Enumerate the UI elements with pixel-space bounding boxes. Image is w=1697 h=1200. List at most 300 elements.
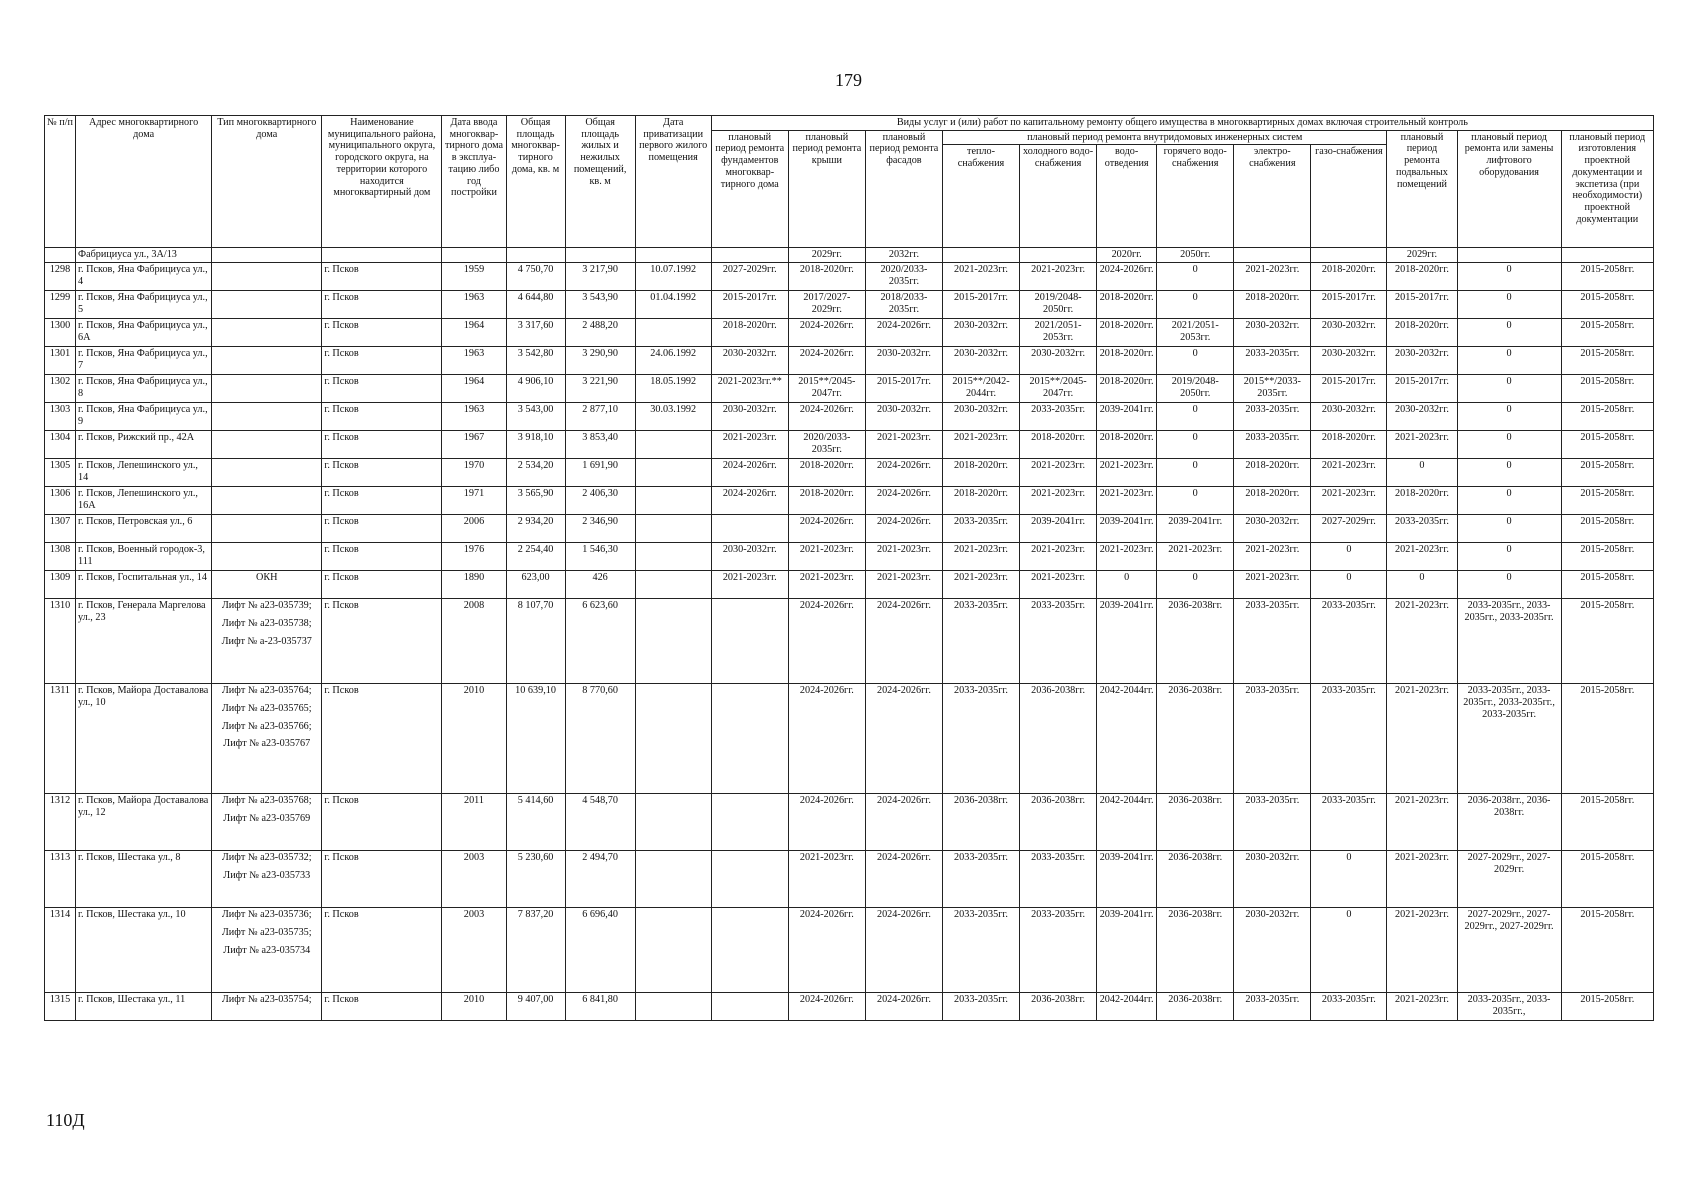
row-facade: 2024-2026гг. xyxy=(865,599,942,684)
row-facade: 2021-2023гг. xyxy=(865,543,942,571)
row-basement: 2018-2020гг. xyxy=(1387,319,1457,347)
row-address: г. Псков, Шестака ул., 8 xyxy=(76,851,212,908)
header-gas: газо-снабжения xyxy=(1311,145,1387,248)
lift-entry: Лифт № а23-035736; xyxy=(221,909,312,921)
row-facade: 2024-2026гг. xyxy=(865,993,942,1021)
row-num: 1315 xyxy=(45,993,76,1021)
header-basement: плановый период ремонта подвальных помещений xyxy=(1387,130,1457,248)
row-lift: 0 xyxy=(1457,431,1561,459)
row-municipality: г. Псков xyxy=(322,571,442,599)
row-total-area: 623,00 xyxy=(506,571,565,599)
header-municipality: Наименование муниципального района, муниципального округа, городского округа, на территории которого находится многоквартирный дом xyxy=(322,116,442,248)
row-cold-water: 2033-2035гг. xyxy=(1020,851,1097,908)
row-address: г. Псков, Яна Фабрициуса ул., 4 xyxy=(76,263,212,291)
row-electric: 2033-2035гг. xyxy=(1234,347,1311,375)
row-roof: 2024-2026гг. xyxy=(788,319,865,347)
row-privatization xyxy=(635,794,711,851)
row-type xyxy=(212,375,322,403)
row-facade: 2024-2026гг. xyxy=(865,684,942,794)
row-cold-water: 2033-2035гг. xyxy=(1020,908,1097,993)
row-num: 1299 xyxy=(45,291,76,319)
row-gas: 0 xyxy=(1311,571,1387,599)
row-type xyxy=(212,851,322,908)
row-hot-water: 2021-2023гг. xyxy=(1157,543,1234,571)
row-total-area: 5 230,60 xyxy=(506,851,565,908)
row-living-area: 3 217,90 xyxy=(565,263,635,291)
row-foundation xyxy=(711,908,788,993)
row-type xyxy=(212,403,322,431)
row-sewer: 2042-2044гг. xyxy=(1097,794,1157,851)
row-foundation: 2024-2026гг. xyxy=(711,459,788,487)
row-municipality: г. Псков xyxy=(322,263,442,291)
row-hot-water: 0 xyxy=(1157,487,1234,515)
row-foundation: 2015-2017гг. xyxy=(711,291,788,319)
header-design: плановый период изготовления проектной документации и экспетиза (при необходимости) проектной документации xyxy=(1561,130,1653,248)
row-sewer: 0 xyxy=(1097,571,1157,599)
row-total-area: 8 107,70 xyxy=(506,599,565,684)
row-cold-water: 2033-2035гг. xyxy=(1020,599,1097,684)
row-privatization xyxy=(635,515,711,543)
row-heat: 2021-2023гг. xyxy=(942,571,1019,599)
row-basement: 2015-2017гг. xyxy=(1387,291,1457,319)
row-foundation xyxy=(711,515,788,543)
row-hot-water: 2036-2038гг. xyxy=(1157,908,1234,993)
row-sewer: 2039-2041гг. xyxy=(1097,515,1157,543)
row-municipality: г. Псков xyxy=(322,347,442,375)
row-living-area: 3 543,90 xyxy=(565,291,635,319)
row-foundation: 2021-2023гг.** xyxy=(711,375,788,403)
row-roof: 2024-2026гг. xyxy=(788,794,865,851)
row-foundation: 2030-2032гг. xyxy=(711,543,788,571)
row-living-area: 2 406,30 xyxy=(565,487,635,515)
row-basement: 2033-2035гг. xyxy=(1387,515,1457,543)
row-design: 2015-2058гг. xyxy=(1561,794,1653,851)
row-foundation: 2018-2020гг. xyxy=(711,319,788,347)
row-gas: 2030-2032гг. xyxy=(1311,319,1387,347)
row-sewer: 2039-2041гг. xyxy=(1097,599,1157,684)
row-design: 2015-2058гг. xyxy=(1561,851,1653,908)
row-num: 1306 xyxy=(45,487,76,515)
row-lift: 2033-2035гг., 2033-2035гг., xyxy=(1457,993,1561,1021)
row-roof: 2024-2026гг. xyxy=(788,599,865,684)
row-gas: 0 xyxy=(1311,543,1387,571)
row-year: 2010 xyxy=(442,684,506,794)
table-row xyxy=(45,291,1654,319)
row-living-area: 6 696,40 xyxy=(565,908,635,993)
row-municipality: г. Псков xyxy=(322,851,442,908)
row-type xyxy=(212,263,322,291)
row-design: 2015-2058гг. xyxy=(1561,993,1653,1021)
row-gas: 2018-2020гг. xyxy=(1311,431,1387,459)
row-facade: 2024-2026гг. xyxy=(865,794,942,851)
row-address: г. Псков, Майора Доставалова ул., 10 xyxy=(76,684,212,794)
row-electric: 2021-2023гг. xyxy=(1234,543,1311,571)
header-privatization: Дата приватизации первого жилого помещения xyxy=(635,116,711,248)
row-privatization xyxy=(635,993,711,1021)
row-gas: 2030-2032гг. xyxy=(1311,347,1387,375)
row-electric: 2018-2020гг. xyxy=(1234,487,1311,515)
row-electric: 2030-2032гг. xyxy=(1234,908,1311,993)
lift-entry: Лифт № а23-035764; xyxy=(221,685,312,697)
row-living-area: 1 546,30 xyxy=(565,543,635,571)
row-num: 1305 xyxy=(45,459,76,487)
row-lift: 0 xyxy=(1457,571,1561,599)
row-living-area: 8 770,60 xyxy=(565,684,635,794)
row-cold-water: 2021-2023гг. xyxy=(1020,459,1097,487)
row-sewer: 2024-2026гг. xyxy=(1097,263,1157,291)
row-municipality: г. Псков xyxy=(322,403,442,431)
row-heat: 2018-2020гг. xyxy=(942,487,1019,515)
row-gas: 2015-2017гг. xyxy=(1311,375,1387,403)
row-type xyxy=(212,794,322,851)
row-living-area: 1 691,90 xyxy=(565,459,635,487)
row-sewer: 2018-2020гг. xyxy=(1097,431,1157,459)
row-address: г. Псков, Яна Фабрициуса ул., 7 xyxy=(76,347,212,375)
row-type xyxy=(212,487,322,515)
table-row xyxy=(45,993,1654,1021)
row-cold-water: 2030-2032гг. xyxy=(1020,347,1097,375)
row-year: 2010 xyxy=(442,993,506,1021)
row-cold-water: 2019/2048-2050гг. xyxy=(1020,291,1097,319)
lift-entry: Лифт № а23-035767 xyxy=(223,738,311,750)
row-design: 2015-2058гг. xyxy=(1561,375,1653,403)
row-roof: 2018-2020гг. xyxy=(788,263,865,291)
table-row xyxy=(45,571,1654,599)
row-heat: 2033-2035гг. xyxy=(942,851,1019,908)
row-facade: 2030-2032гг. xyxy=(865,347,942,375)
header-living-area: Общая площадь жилых и нежилых помещений, кв. м xyxy=(565,116,635,248)
table-row xyxy=(45,263,1654,291)
row-year: 2008 xyxy=(442,599,506,684)
row-hot-water: 0 xyxy=(1157,263,1234,291)
row-heat: 2015-2017гг. xyxy=(942,291,1019,319)
row-gas: 2033-2035гг. xyxy=(1311,794,1387,851)
table-row xyxy=(45,515,1654,543)
row-living-area: 3 221,90 xyxy=(565,375,635,403)
row-lift: 0 xyxy=(1457,459,1561,487)
table-row xyxy=(45,431,1654,459)
row-year: 2003 xyxy=(442,908,506,993)
row-basement: 2021-2023гг. xyxy=(1387,431,1457,459)
row-living-area: 6 841,80 xyxy=(565,993,635,1021)
row-foundation xyxy=(711,851,788,908)
row-lift: 0 xyxy=(1457,263,1561,291)
row-gas: 0 xyxy=(1311,908,1387,993)
row-total-area: 7 837,20 xyxy=(506,908,565,993)
row-cold-water: 2033-2035гг. xyxy=(1020,403,1097,431)
row-type xyxy=(212,908,322,993)
row-municipality: г. Псков xyxy=(322,993,442,1021)
header-facade: плановый период ремонта фасадов xyxy=(865,130,942,248)
row-roof: 2024-2026гг. xyxy=(788,515,865,543)
row-cold-water: 2036-2038гг. xyxy=(1020,794,1097,851)
row-electric: 2018-2020гг. xyxy=(1234,291,1311,319)
row-facade: 2024-2026гг. xyxy=(865,487,942,515)
row-privatization: 24.06.1992 xyxy=(635,347,711,375)
row-design: 2015-2058гг. xyxy=(1561,515,1653,543)
row-hot-water: 2019/2048-2050гг. xyxy=(1157,375,1234,403)
row-hot-water: 2036-2038гг. xyxy=(1157,599,1234,684)
row-heat: 2018-2020гг. xyxy=(942,459,1019,487)
row-type xyxy=(212,319,322,347)
row-sewer: 2021-2023гг. xyxy=(1097,459,1157,487)
row-lift: 0 xyxy=(1457,347,1561,375)
row-num: 1310 xyxy=(45,599,76,684)
row-privatization xyxy=(635,908,711,993)
row-hot-water: 0 xyxy=(1157,347,1234,375)
row-electric: 2021-2023гг. xyxy=(1234,263,1311,291)
lift-entry: ОКН xyxy=(255,572,278,584)
row-address: г. Псков, Шестака ул., 10 xyxy=(76,908,212,993)
row-facade: 2024-2026гг. xyxy=(865,459,942,487)
row-type xyxy=(212,599,322,684)
row-total-area: 5 414,60 xyxy=(506,794,565,851)
row-total-area: 3 565,90 xyxy=(506,487,565,515)
row-heat: 2015**/2042-2044гг. xyxy=(942,375,1019,403)
row-electric: 2021-2023гг. xyxy=(1234,571,1311,599)
row-facade: 2024-2026гг. xyxy=(865,515,942,543)
row-total-area: 3 918,10 xyxy=(506,431,565,459)
row-living-area: 3 290,90 xyxy=(565,347,635,375)
row-total-area: 4 906,10 xyxy=(506,375,565,403)
lift-entry: Лифт № а23-035766; xyxy=(221,720,312,732)
row-sewer: 2042-2044гг. xyxy=(1097,993,1157,1021)
row-design: 2015-2058гг. xyxy=(1561,487,1653,515)
row-gas: 2021-2023гг. xyxy=(1311,459,1387,487)
row-hot-water: 2036-2038гг. xyxy=(1157,993,1234,1021)
row-num: 1298 xyxy=(45,263,76,291)
row-cold-water: 2021-2023гг. xyxy=(1020,543,1097,571)
row-address: г. Псков, Майора Доставалова ул., 12 xyxy=(76,794,212,851)
footer-code: 110Д xyxy=(46,1110,85,1130)
row-roof: 2024-2026гг. xyxy=(788,993,865,1021)
row-num: 1307 xyxy=(45,515,76,543)
row-electric: 2030-2032гг. xyxy=(1234,851,1311,908)
row-basement: 2021-2023гг. xyxy=(1387,851,1457,908)
row-design: 2015-2058гг. xyxy=(1561,599,1653,684)
row-cold-water: 2039-2041гг. xyxy=(1020,515,1097,543)
lift-entry: Лифт № а23-035735; xyxy=(221,926,312,938)
header-type: Тип многоквартирного дома xyxy=(212,116,322,248)
row-basement: 2021-2023гг. xyxy=(1387,908,1457,993)
lift-entry: Лифт № а23-035733 xyxy=(223,869,311,881)
row-cold-water: 2021-2023гг. xyxy=(1020,571,1097,599)
row-num: 1304 xyxy=(45,431,76,459)
row-basement: 2030-2032гг. xyxy=(1387,347,1457,375)
row-gas: 2030-2032гг. xyxy=(1311,403,1387,431)
row-address: г. Псков, Военный городок-3, 111 xyxy=(76,543,212,571)
row-hot-water: 0 xyxy=(1157,459,1234,487)
row-design: 2015-2058гг. xyxy=(1561,431,1653,459)
row-basement: 2030-2032гг. xyxy=(1387,403,1457,431)
row-heat: 2033-2035гг. xyxy=(942,993,1019,1021)
row-num: 1303 xyxy=(45,403,76,431)
row-lift: 0 xyxy=(1457,543,1561,571)
table-row xyxy=(45,403,1654,431)
row-facade: 2024-2026гг. xyxy=(865,851,942,908)
row-num: 1300 xyxy=(45,319,76,347)
row-total-area: 4 750,70 xyxy=(506,263,565,291)
row-basement: 2021-2023гг. xyxy=(1387,993,1457,1021)
row-cold-water: 2021/2051-2053гг. xyxy=(1020,319,1097,347)
row-heat: 2030-2032гг. xyxy=(942,347,1019,375)
row-municipality: г. Псков xyxy=(322,794,442,851)
row-roof: 2024-2026гг. xyxy=(788,684,865,794)
row-year: 1964 xyxy=(442,319,506,347)
row-num: 1311 xyxy=(45,684,76,794)
row-living-area: 4 548,70 xyxy=(565,794,635,851)
row-sewer: 2042-2044гг. xyxy=(1097,684,1157,794)
row-privatization: 01.04.1992 xyxy=(635,291,711,319)
row-heat: 2033-2035гг. xyxy=(942,908,1019,993)
header-heat: тепло-снабжения xyxy=(942,145,1019,248)
row-sewer: 2039-2041гг. xyxy=(1097,403,1157,431)
row-gas: 0 xyxy=(1311,851,1387,908)
row-sewer: 2021-2023гг. xyxy=(1097,487,1157,515)
row-cold-water: 2021-2023гг. xyxy=(1020,487,1097,515)
row-address: г. Псков, Яна Фабрициуса ул., 8 xyxy=(76,375,212,403)
row-design: 2015-2058гг. xyxy=(1561,347,1653,375)
row-total-area: 10 639,10 xyxy=(506,684,565,794)
row-type xyxy=(212,459,322,487)
row-privatization xyxy=(635,684,711,794)
row-type xyxy=(212,347,322,375)
row-heat: 2021-2023гг. xyxy=(942,431,1019,459)
row-municipality: г. Псков xyxy=(322,515,442,543)
row-lift: 0 xyxy=(1457,487,1561,515)
row-year: 1976 xyxy=(442,543,506,571)
row-roof: 2024-2026гг. xyxy=(788,908,865,993)
row-living-area: 426 xyxy=(565,571,635,599)
row-design: 2015-2058гг. xyxy=(1561,684,1653,794)
row-municipality: г. Псков xyxy=(322,487,442,515)
row-gas: 2021-2023гг. xyxy=(1311,487,1387,515)
row-heat: 2033-2035гг. xyxy=(942,684,1019,794)
row-privatization xyxy=(635,487,711,515)
row-basement: 2021-2023гг. xyxy=(1387,543,1457,571)
row-total-area: 2 534,20 xyxy=(506,459,565,487)
row-type xyxy=(212,993,322,1021)
row-electric: 2015**/2033-2035гг. xyxy=(1234,375,1311,403)
row-num: 1301 xyxy=(45,347,76,375)
row-sewer: 2018-2020гг. xyxy=(1097,347,1157,375)
table-row xyxy=(45,684,1654,794)
row-electric: 2033-2035гг. xyxy=(1234,684,1311,794)
row-municipality: г. Псков xyxy=(322,319,442,347)
row-privatization xyxy=(635,571,711,599)
table-row xyxy=(45,375,1654,403)
row-lift: 0 xyxy=(1457,403,1561,431)
row-total-area: 9 407,00 xyxy=(506,993,565,1021)
row-heat: 2033-2035гг. xyxy=(942,515,1019,543)
row-electric: 2033-2035гг. xyxy=(1234,403,1311,431)
row-cold-water: 2036-2038гг. xyxy=(1020,993,1097,1021)
row-lift: 2033-2035гг., 2033-2035гг., 2033-2035гг., 2033-2035гг. xyxy=(1457,684,1561,794)
table-row xyxy=(45,543,1654,571)
lift-entry: Лифт № а23-035754; xyxy=(221,994,312,1006)
row-facade: 2021-2023гг. xyxy=(865,431,942,459)
row-foundation: 2030-2032гг. xyxy=(711,403,788,431)
row-gas: 2033-2035гг. xyxy=(1311,684,1387,794)
row-total-area: 2 934,20 xyxy=(506,515,565,543)
header-year: Дата ввода многоквар-тирного дома в эксплуа-тацию либо год постройки xyxy=(442,116,506,248)
row-electric: 2033-2035гг. xyxy=(1234,431,1311,459)
row-foundation: 2030-2032гг. xyxy=(711,347,788,375)
header-total-area: Общая площадь многоквар-тирного дома, кв. м xyxy=(506,116,565,248)
header-electric: электро-снабжения xyxy=(1234,145,1311,248)
table-row xyxy=(45,459,1654,487)
row-foundation: 2027-2029гг. xyxy=(711,263,788,291)
row-lift: 0 xyxy=(1457,375,1561,403)
row-type xyxy=(212,571,322,599)
lift-entry: Лифт № а-23-035737 xyxy=(221,635,312,647)
header-engineering-group: плановый период ремонта внутридомовых инженерных систем xyxy=(942,130,1386,145)
row-year: 2006 xyxy=(442,515,506,543)
row-municipality: г. Псков xyxy=(322,599,442,684)
row-sewer: 2039-2041гг. xyxy=(1097,908,1157,993)
row-cold-water: 2036-2038гг. xyxy=(1020,684,1097,794)
row-num: 1313 xyxy=(45,851,76,908)
row-electric: 2030-2032гг. xyxy=(1234,319,1311,347)
row-roof: 2024-2026гг. xyxy=(788,347,865,375)
row-privatization xyxy=(635,599,711,684)
row-address: г. Псков, Яна Фабрициуса ул., 6А xyxy=(76,319,212,347)
row-living-area: 2 494,70 xyxy=(565,851,635,908)
row-hot-water: 2021/2051-2053гг. xyxy=(1157,319,1234,347)
row-privatization xyxy=(635,459,711,487)
carry-roof: 2029гг. xyxy=(788,248,865,263)
header-works-group: Виды услуг и (или) работ по капитальному ремонту общего имущества в многоквартирных домах включая строительный контроль xyxy=(711,116,1653,131)
row-gas: 2015-2017гг. xyxy=(1311,291,1387,319)
row-basement: 2021-2023гг. xyxy=(1387,599,1457,684)
row-hot-water: 0 xyxy=(1157,571,1234,599)
row-heat: 2030-2032гг. xyxy=(942,319,1019,347)
row-basement: 0 xyxy=(1387,459,1457,487)
header-num: № п/п xyxy=(45,116,76,248)
row-heat: 2021-2023гг. xyxy=(942,263,1019,291)
row-address: г. Псков, Петровская ул., 6 xyxy=(76,515,212,543)
row-basement: 0 xyxy=(1387,571,1457,599)
row-foundation: 2024-2026гг. xyxy=(711,487,788,515)
row-hot-water: 2039-2041гг. xyxy=(1157,515,1234,543)
row-lift: 0 xyxy=(1457,319,1561,347)
row-basement: 2021-2023гг. xyxy=(1387,794,1457,851)
row-lift: 2033-2035гг., 2033-2035гг., 2033-2035гг. xyxy=(1457,599,1561,684)
row-facade: 2015-2017гг. xyxy=(865,375,942,403)
row-year: 1970 xyxy=(442,459,506,487)
row-electric: 2033-2035гг. xyxy=(1234,794,1311,851)
row-year: 1964 xyxy=(442,375,506,403)
row-year: 1963 xyxy=(442,291,506,319)
carry-address: Фабрициуса ул., 3А/13 xyxy=(76,248,212,263)
page-number: 179 xyxy=(835,70,862,90)
row-hot-water: 0 xyxy=(1157,431,1234,459)
row-address: г. Псков, Рижский пр., 42А xyxy=(76,431,212,459)
table-row xyxy=(45,487,1654,515)
row-municipality: г. Псков xyxy=(322,459,442,487)
row-roof: 2017/2027-2029гг. xyxy=(788,291,865,319)
row-sewer: 2018-2020гг. xyxy=(1097,375,1157,403)
row-sewer: 2018-2020гг. xyxy=(1097,319,1157,347)
row-num: 1314 xyxy=(45,908,76,993)
row-gas: 2033-2035гг. xyxy=(1311,599,1387,684)
carry-basement: 2029гг. xyxy=(1387,248,1457,263)
row-hot-water: 2036-2038гг. xyxy=(1157,794,1234,851)
row-facade: 2024-2026гг. xyxy=(865,319,942,347)
row-num: 1309 xyxy=(45,571,76,599)
row-type xyxy=(212,543,322,571)
row-sewer: 2039-2041гг. xyxy=(1097,851,1157,908)
